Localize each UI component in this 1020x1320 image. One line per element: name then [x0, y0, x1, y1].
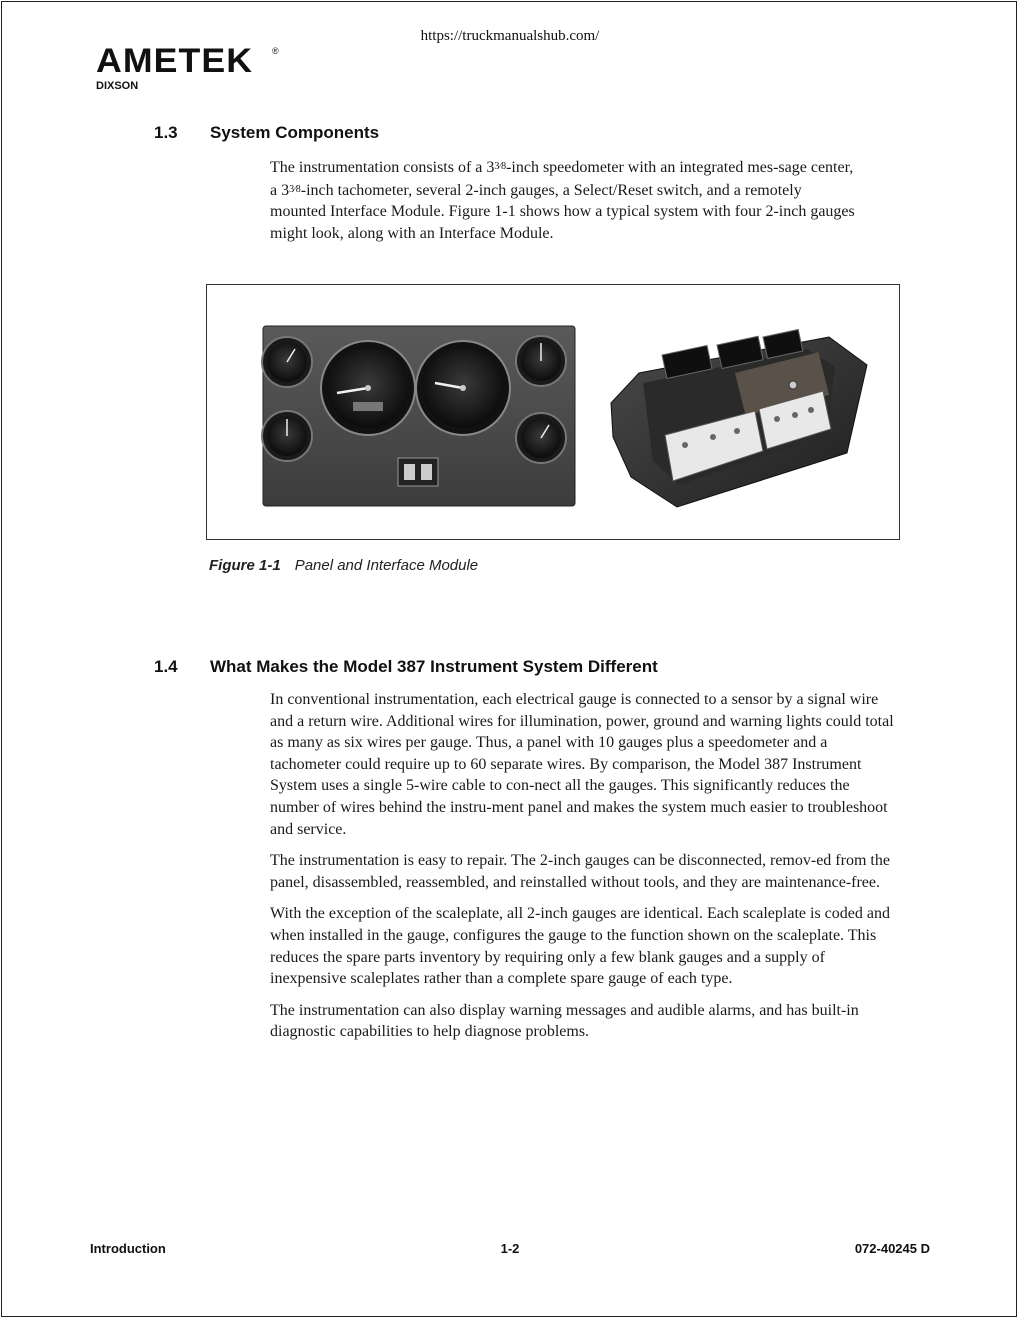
section-number: 1.3: [154, 123, 178, 142]
gauge-top-right: [516, 336, 566, 386]
ametek-logo: [96, 42, 279, 92]
section-1-4-body: [270, 689, 902, 1053]
paragraph: The instrumentation is easy to repair. The 2-inch gauges can be disconnected, remov-ed from the panel, disassembled, reassembled, and reinstalled without tools, and they are maintenance-free.: [270, 852, 890, 891]
section-title: What Makes the Model 387 Instrument System Different: [210, 657, 658, 676]
logo-subbrand: DIXSON: [96, 80, 139, 92]
gauge-bottom-right: [516, 413, 566, 463]
fraction: 3⁄8: [289, 183, 301, 195]
logo-wordmark: AMETEK: [96, 42, 254, 80]
footer-section-name: Introduction: [90, 1241, 166, 1256]
section-1-3-body: [270, 156, 860, 254]
figure-label: Figure 1-1: [209, 557, 281, 574]
footer-page-number: 1-2: [500, 1241, 520, 1256]
figure-caption: [209, 557, 478, 574]
figure-illustration: [207, 285, 899, 539]
paragraph: In conventional instrumentation, each electrical gauge is connected to a sensor by a signal wire and a return wire. Additional wires for illumination, power, ground and warning lights could total as many as six wires per gauge. Thus, a panel with 10 gauges plus a speedometer and a tachometer could require up to 60 separate wires. By comparison, the Model 387 Instrument System uses a single 5-wire cable to con-nect all the gauges. This significantly reduces the number of wires behind the instru-ment panel and makes the system much easier to troubleshoot and service.: [270, 691, 894, 838]
logo-registered-mark: ®: [272, 46, 279, 56]
interface-module: [611, 330, 867, 507]
tachometer: [416, 341, 510, 435]
gauge-top-left: [262, 337, 312, 387]
figure-caption-text: Panel and Interface Module: [294, 557, 479, 574]
section-heading-1-4: [154, 657, 658, 677]
gauge-bottom-left: [262, 411, 312, 461]
speedometer: [321, 341, 415, 435]
section-heading-1-3: [154, 123, 379, 143]
section-number: 1.4: [154, 657, 178, 676]
section-title: System Components: [210, 123, 380, 142]
paragraph: With the exception of the scaleplate, all 2-inch gauges are identical. Each scaleplate is coded and when installed in the gauge, configures the gauge to the function shown on the scaleplate. This reduces the spare parts inventory by requiring only a few blank gauges and a supply of inexpensive scaleplates rather than a complete spare gauge of each type.: [270, 905, 890, 988]
footer-doc-number: 072-40245 D: [854, 1241, 930, 1256]
fraction: 3⁄8: [494, 161, 507, 172]
instrument-panel: [262, 326, 575, 506]
paragraph: The instrumentation can also display warning messages and audible alarms, and has built-in diagnostic capabilities to help diagnose problems.: [270, 1001, 859, 1041]
source-url[interactable]: https://truckmanualshub.com/: [420, 28, 600, 44]
select-reset-switch: [398, 458, 438, 486]
paragraph: The instrumentation consists of a 33⁄8-inch speedometer with an integrated mes-sage center, a 33⁄8-inch tachometer, several 2-inch gauges, a Select/Reset switch, and a remotely mounted Interface Module. Figure 1-1 shows how a typical system with four 2-inch gauges might look, along with an Interface Module.: [270, 159, 855, 242]
figure-1-1: [206, 284, 900, 540]
